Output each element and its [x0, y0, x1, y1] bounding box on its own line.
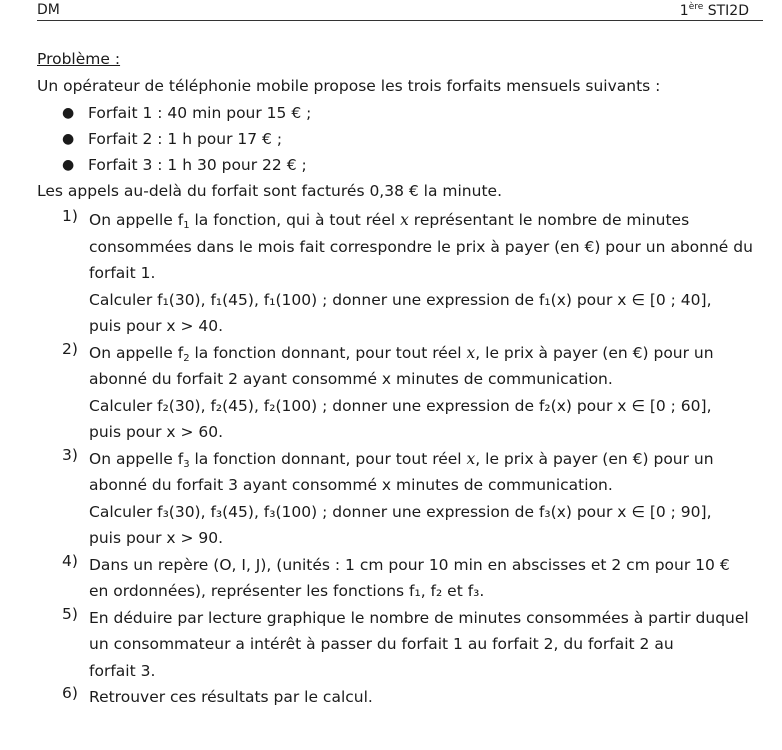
bullet-icon: ● — [62, 105, 75, 121]
forfait-item-text: Forfait 1 : 40 min pour 15 € ; — [88, 104, 312, 122]
question-2 — [62, 340, 752, 446]
question-3 — [62, 446, 752, 552]
math-variable: x — [400, 211, 409, 229]
header-left-label: DM — [37, 2, 60, 18]
math-variable: x — [466, 449, 476, 468]
question-calc-line: Calculer f₃(30), f₃(45), f₃(100) ; donner une expression de f₃(x) pour x ∈ [0 ; 90], — [89, 502, 712, 521]
question-number: 5) — [62, 604, 78, 623]
forfait-item-text: Forfait 3 : 1 h 30 pour 22 € ; — [88, 156, 307, 174]
question-line: abonné du forfait 2 ayant consommé x minutes de communication. — [89, 370, 613, 388]
question-5 — [62, 605, 752, 685]
forfait-item — [62, 152, 311, 178]
intro-text: Un opérateur de téléphonie mobile propose les trois forfaits mensuels suivants : — [37, 77, 661, 95]
question-line: consommées dans le mois fait correspondre le prix à payer (en €) pour un abonné du — [89, 237, 753, 256]
text-fragment: la fonction donnant, pour tout réel — [189, 343, 467, 362]
text-fragment: On appelle f — [89, 449, 184, 468]
question-line: Dans un repère (O, I, J), (unités : 1 cm pour 10 min en abscisses et 2 cm pour 10 € — [89, 555, 730, 574]
question-calc-line: Calculer f₂(30), f₂(45), f₂(100) ; donner une expression de f₂(x) pour x ∈ [0 ; 60], — [89, 396, 712, 415]
question-number: 1) — [62, 207, 78, 225]
question-line — [89, 207, 752, 234]
question-line: un consommateur a intérêt à passer du forfait 1 au forfait 2, du forfait 2 au — [89, 635, 674, 653]
text-fragment: On appelle f — [89, 343, 184, 362]
bullet-icon: ● — [62, 131, 75, 147]
question-number: 3) — [62, 445, 78, 464]
text-fragment: la fonction, qui à tout réel — [189, 211, 401, 229]
bullet-icon: ● — [62, 157, 75, 173]
text-fragment: , le prix à payer (en €) pour un — [475, 449, 714, 468]
forfait-item — [62, 126, 311, 152]
question-end-line: puis pour x > 40. — [89, 317, 224, 335]
subscript: 2 — [183, 352, 190, 364]
question-6 — [62, 684, 752, 711]
page-header — [37, 0, 763, 21]
text-fragment: On appelle f — [89, 211, 184, 229]
question-4 — [62, 552, 752, 605]
question-number: 2) — [62, 339, 78, 358]
question-line: abonné du forfait 3 ayant consommé x minutes de communication. — [89, 476, 613, 494]
question-number: 6) — [62, 684, 78, 702]
question-line — [89, 340, 752, 367]
header-class-suffix: STI2D — [703, 3, 749, 19]
question-end-line: puis pour x > 60. — [89, 423, 224, 441]
question-line: Retrouver ces résultats par le calcul. — [89, 688, 373, 706]
extra-charges-text: Les appels au-delà du forfait sont facturés 0,38 € la minute. — [37, 182, 502, 200]
forfait-list — [62, 100, 311, 178]
text-fragment: représentant le nombre de minutes — [408, 211, 690, 229]
question-line: forfait 1. — [89, 264, 156, 282]
header-class-label — [680, 2, 749, 19]
question-line — [89, 446, 752, 473]
forfait-item-text: Forfait 2 : 1 h pour 17 € ; — [88, 130, 283, 148]
question-number: 4) — [62, 551, 78, 570]
subscript: 3 — [183, 458, 190, 470]
problem-title: Problème : — [37, 50, 121, 68]
question-end-line: puis pour x > 90. — [89, 529, 224, 547]
question-1 — [62, 207, 752, 340]
question-line: forfait 3. — [89, 661, 156, 680]
question-calc-line: Calculer f₁(30), f₁(45), f₁(100) ; donner une expression de f₁(x) pour x ∈ [0 ; 40], — [89, 290, 712, 309]
question-line: en ordonnées), représenter les fonctions f₁, f₂ et f₃. — [89, 582, 485, 600]
text-fragment: , le prix à payer (en €) pour un — [475, 343, 714, 362]
header-class-prefix: 1 — [679, 3, 689, 19]
question-line: En déduire par lecture graphique le nombre de minutes consommées à partir duquel — [89, 608, 749, 627]
math-variable: x — [466, 343, 476, 362]
subscript: 1 — [183, 220, 190, 231]
question-list — [62, 207, 752, 711]
header-class-sup: ère — [688, 2, 704, 12]
forfait-item — [62, 100, 311, 126]
text-fragment: la fonction donnant, pour tout réel — [189, 449, 467, 468]
